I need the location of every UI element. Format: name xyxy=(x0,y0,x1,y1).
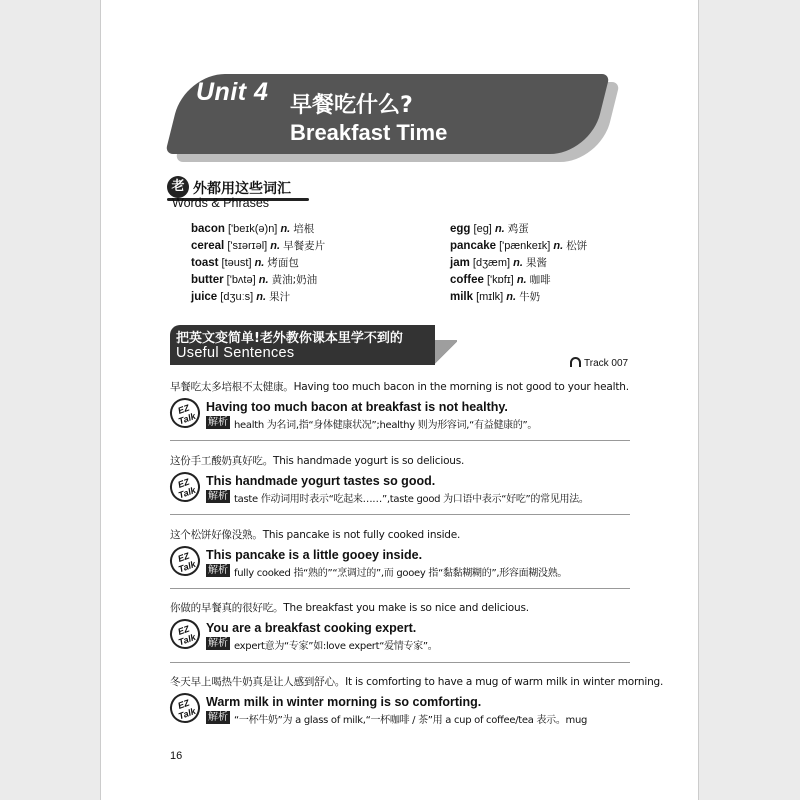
unit-label: Unit 4 xyxy=(196,78,269,106)
headphone-icon xyxy=(570,357,581,367)
better-sentence: Warm milk in winter morning is so comforting. xyxy=(206,695,482,709)
note-tag: 解析 xyxy=(208,565,228,576)
better-sentence: You are a breakfast cooking expert. xyxy=(206,621,417,635)
page-title: Breakfast Time xyxy=(290,120,448,145)
sentence: 早餐吃太多培根不太健康。Having too much bacon in the morning is not good to your health. xyxy=(170,381,629,393)
note-tag: 解析 xyxy=(208,712,228,723)
track-label: Track 007 xyxy=(584,358,629,369)
vocab-item: coffee ['kɒfɪ] n. 咖啡 xyxy=(450,274,551,286)
sentence: 这份手工酸奶真好吃。This handmade yogurt is so delicious. xyxy=(170,455,465,467)
useful-header-en: Useful Sentences xyxy=(176,345,295,361)
note: health 为名词,指“身体健康状况”;healthy 则为形容词,“有益健康的”。 xyxy=(234,420,538,431)
sentence: 你做的早餐真的很好吃。The breakfast you make is so nice and delicious. xyxy=(170,602,529,614)
vocab-item: egg [eg] n. 鸡蛋 xyxy=(450,223,529,235)
better-sentence: This handmade yogurt tastes so good. xyxy=(206,474,436,488)
note: fully cooked 指“熟的”“烹调过的”,而 gooey 指“黏黏糊糊的”,形容面糊没熟。 xyxy=(234,568,568,579)
vocab-item: juice [dʒuːs] n. 果汁 xyxy=(191,291,291,303)
better-sentence: Having too much bacon at breakfast is not healthy. xyxy=(206,400,508,414)
vocab-item: bacon ['beɪk(ə)n] n. 培根 xyxy=(191,223,315,235)
words-header-en: Words & Phrases xyxy=(172,196,270,210)
ez-talk-icon: EZ Talk xyxy=(166,615,204,653)
ez-talk-icon: EZ Talk xyxy=(166,394,204,432)
divider xyxy=(170,440,630,441)
note-tag: 解析 xyxy=(208,417,228,428)
vocab-item: cereal ['sɪərɪəl] n. 早餐麦片 xyxy=(191,240,326,252)
audio-track[interactable] xyxy=(570,357,628,369)
header-badge: 老 xyxy=(167,176,189,198)
divider xyxy=(170,588,630,589)
note-tag: 解析 xyxy=(208,491,228,502)
divider xyxy=(170,662,630,663)
words-header-cn: 外都用这些词汇 xyxy=(193,181,291,197)
vocab-item: jam [dʒæm] n. 果酱 xyxy=(450,257,547,269)
sentence: 冬天早上喝热牛奶真是让人感到舒心。It is comforting to have a mug of warm milk in winter morning. xyxy=(170,676,664,688)
header-tail xyxy=(435,340,457,365)
page-number: 16 xyxy=(170,750,183,762)
vocab-item: butter ['bʌtə] n. 黄油;奶油 xyxy=(191,274,318,286)
note: expert意为“专家”如:love expert“爱情专家”。 xyxy=(234,641,438,652)
note-tag: 解析 xyxy=(208,638,228,649)
divider xyxy=(170,514,630,515)
better-sentence: This pancake is a little gooey inside. xyxy=(206,548,423,562)
ez-talk-icon: EZ Talk xyxy=(166,468,204,506)
note: “一杯牛奶”为 a glass of milk,“一杯咖啡 / 茶”用 a cup of coffee/tea 表示。mug xyxy=(234,715,588,726)
vocab-item: milk [mɪlk] n. 牛奶 xyxy=(450,291,541,303)
sentence: 这个松饼好像没熟。This pancake is not fully cooked inside. xyxy=(170,529,461,541)
title-cn: 早餐吃什么? xyxy=(290,93,413,118)
words-phrases-header xyxy=(167,176,307,198)
note: taste 作动词用时表示“吃起来……”,taste good 为口语中表示“好吃”的常见用法。 xyxy=(234,494,589,505)
useful-header-cn: 把英文变简单!老外教你课本里学不到的 xyxy=(176,331,403,346)
vocab-item: pancake ['pænkeɪk] n. 松饼 xyxy=(450,240,588,252)
ez-talk-icon: EZ Talk xyxy=(166,689,204,727)
ez-talk-icon: EZ Talk xyxy=(166,542,204,580)
vocab-item: toast [təust] n. 烤面包 xyxy=(191,257,299,269)
